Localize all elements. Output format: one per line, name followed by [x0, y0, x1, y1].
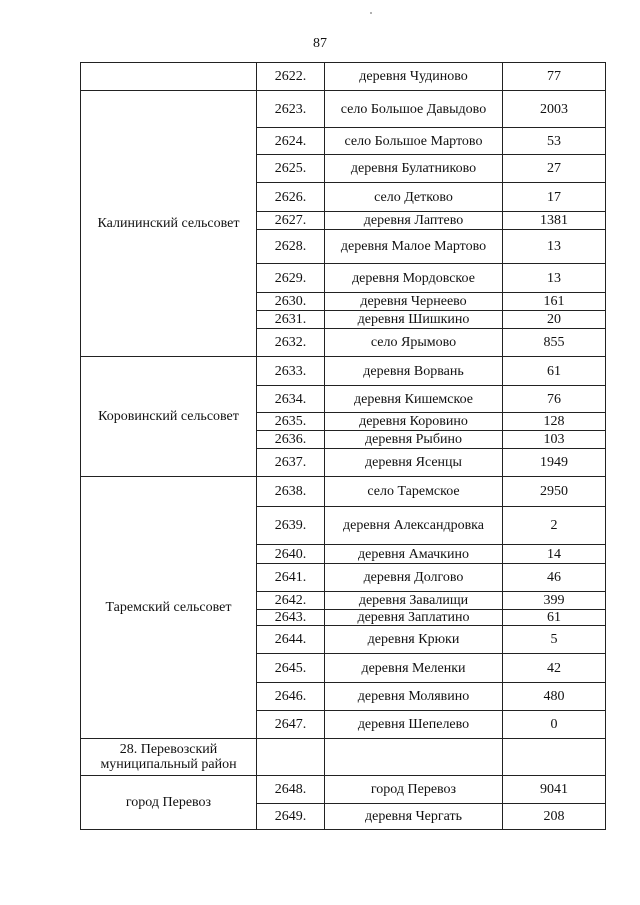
group-name: Калининский сельсовет: [81, 91, 257, 357]
scan-speck: [370, 12, 372, 14]
settlement-name: село Ярымово: [325, 329, 503, 357]
population: 53: [503, 128, 606, 155]
population: 5: [503, 626, 606, 654]
row-number: 2647.: [257, 711, 325, 739]
settlement-name: деревня Коровино: [325, 413, 503, 431]
settlement-name: село Большое Давыдово: [325, 91, 503, 128]
settlement-name: деревня Чернеево: [325, 293, 503, 311]
population: 208: [503, 804, 606, 830]
population: 161: [503, 293, 606, 311]
settlements-table: [80, 62, 606, 830]
settlement-name: деревня Чергать: [325, 804, 503, 830]
row-number: 2646.: [257, 683, 325, 711]
row-number: 2633.: [257, 357, 325, 386]
population: 2: [503, 507, 606, 545]
population: 77: [503, 63, 606, 91]
settlement-name: деревня Чудиново: [325, 63, 503, 91]
settlement-name: город Перевоз: [325, 776, 503, 804]
row-number: 2636.: [257, 431, 325, 449]
row-number: 2648.: [257, 776, 325, 804]
settlement-name: село Таремское: [325, 477, 503, 507]
row-number: 2634.: [257, 386, 325, 413]
population: 17: [503, 183, 606, 212]
group-name: город Перевоз: [81, 776, 257, 830]
settlement-name: деревня Рыбино: [325, 431, 503, 449]
row-number: 2649.: [257, 804, 325, 830]
table-row: [81, 477, 606, 507]
settlement-name: деревня Малое Мартово: [325, 230, 503, 264]
population: 1949: [503, 449, 606, 477]
population: 76: [503, 386, 606, 413]
row-number: 2624.: [257, 128, 325, 155]
population: 20: [503, 311, 606, 329]
row-number: 2642.: [257, 592, 325, 610]
population: 2003: [503, 91, 606, 128]
population: 103: [503, 431, 606, 449]
row-number: 2635.: [257, 413, 325, 431]
row-number: 2632.: [257, 329, 325, 357]
row-number: 2627.: [257, 212, 325, 230]
settlement-name: село Детково: [325, 183, 503, 212]
row-number: 2640.: [257, 545, 325, 564]
population: 855: [503, 329, 606, 357]
population: 0: [503, 711, 606, 739]
row-number: 2622.: [257, 63, 325, 91]
row-number: 2638.: [257, 477, 325, 507]
settlement-name: деревня Амачкино: [325, 545, 503, 564]
population: 61: [503, 357, 606, 386]
group-name: Коровинский сельсовет: [81, 357, 257, 477]
population: 14: [503, 545, 606, 564]
page-number: 87: [313, 36, 327, 51]
population: 46: [503, 564, 606, 592]
settlement-name: деревня Шепелево: [325, 711, 503, 739]
row-number: 2643.: [257, 610, 325, 626]
row-number: 2639.: [257, 507, 325, 545]
row-number: 2628.: [257, 230, 325, 264]
settlement-name: деревня Ворвань: [325, 357, 503, 386]
settlement-name: деревня Долгово: [325, 564, 503, 592]
row-number: 2637.: [257, 449, 325, 477]
settlement-name: деревня Молявино: [325, 683, 503, 711]
district-header: 28. Перевозский муниципальный район: [81, 739, 257, 776]
settlement-name: деревня Булатниково: [325, 155, 503, 183]
row-number: 2631.: [257, 311, 325, 329]
table-row: [81, 776, 606, 804]
row-number: 2623.: [257, 91, 325, 128]
population: 2950: [503, 477, 606, 507]
population: 61: [503, 610, 606, 626]
table-row: [81, 91, 606, 128]
settlement-name: деревня Завалищи: [325, 592, 503, 610]
population: 399: [503, 592, 606, 610]
population: 9041: [503, 776, 606, 804]
empty-cell: [503, 739, 606, 776]
settlement-name: деревня Кишемское: [325, 386, 503, 413]
settlement-name: деревня Мордовское: [325, 264, 503, 293]
settlement-name: деревня Александровка: [325, 507, 503, 545]
row-number: 2641.: [257, 564, 325, 592]
group-name: Таремский сельсовет: [81, 477, 257, 739]
population: 42: [503, 654, 606, 683]
population: 13: [503, 264, 606, 293]
row-number: 2644.: [257, 626, 325, 654]
population: 13: [503, 230, 606, 264]
settlement-name: деревня Шишкино: [325, 311, 503, 329]
settlement-name: село Большое Мартово: [325, 128, 503, 155]
settlement-name: деревня Меленки: [325, 654, 503, 683]
row-number: 2626.: [257, 183, 325, 212]
settlement-name: деревня Заплатино: [325, 610, 503, 626]
row-number: 2630.: [257, 293, 325, 311]
row-number: 2629.: [257, 264, 325, 293]
row-number: 2645.: [257, 654, 325, 683]
table-row: [81, 739, 606, 776]
empty-cell: [325, 739, 503, 776]
table-row: [81, 63, 606, 91]
settlement-name: деревня Ясенцы: [325, 449, 503, 477]
settlement-name: деревня Лаптево: [325, 212, 503, 230]
settlement-name: деревня Крюки: [325, 626, 503, 654]
group-cell-empty: [81, 63, 257, 91]
population: 27: [503, 155, 606, 183]
population: 1381: [503, 212, 606, 230]
row-number: 2625.: [257, 155, 325, 183]
table-row: [81, 357, 606, 386]
population: 128: [503, 413, 606, 431]
population: 480: [503, 683, 606, 711]
empty-cell: [257, 739, 325, 776]
